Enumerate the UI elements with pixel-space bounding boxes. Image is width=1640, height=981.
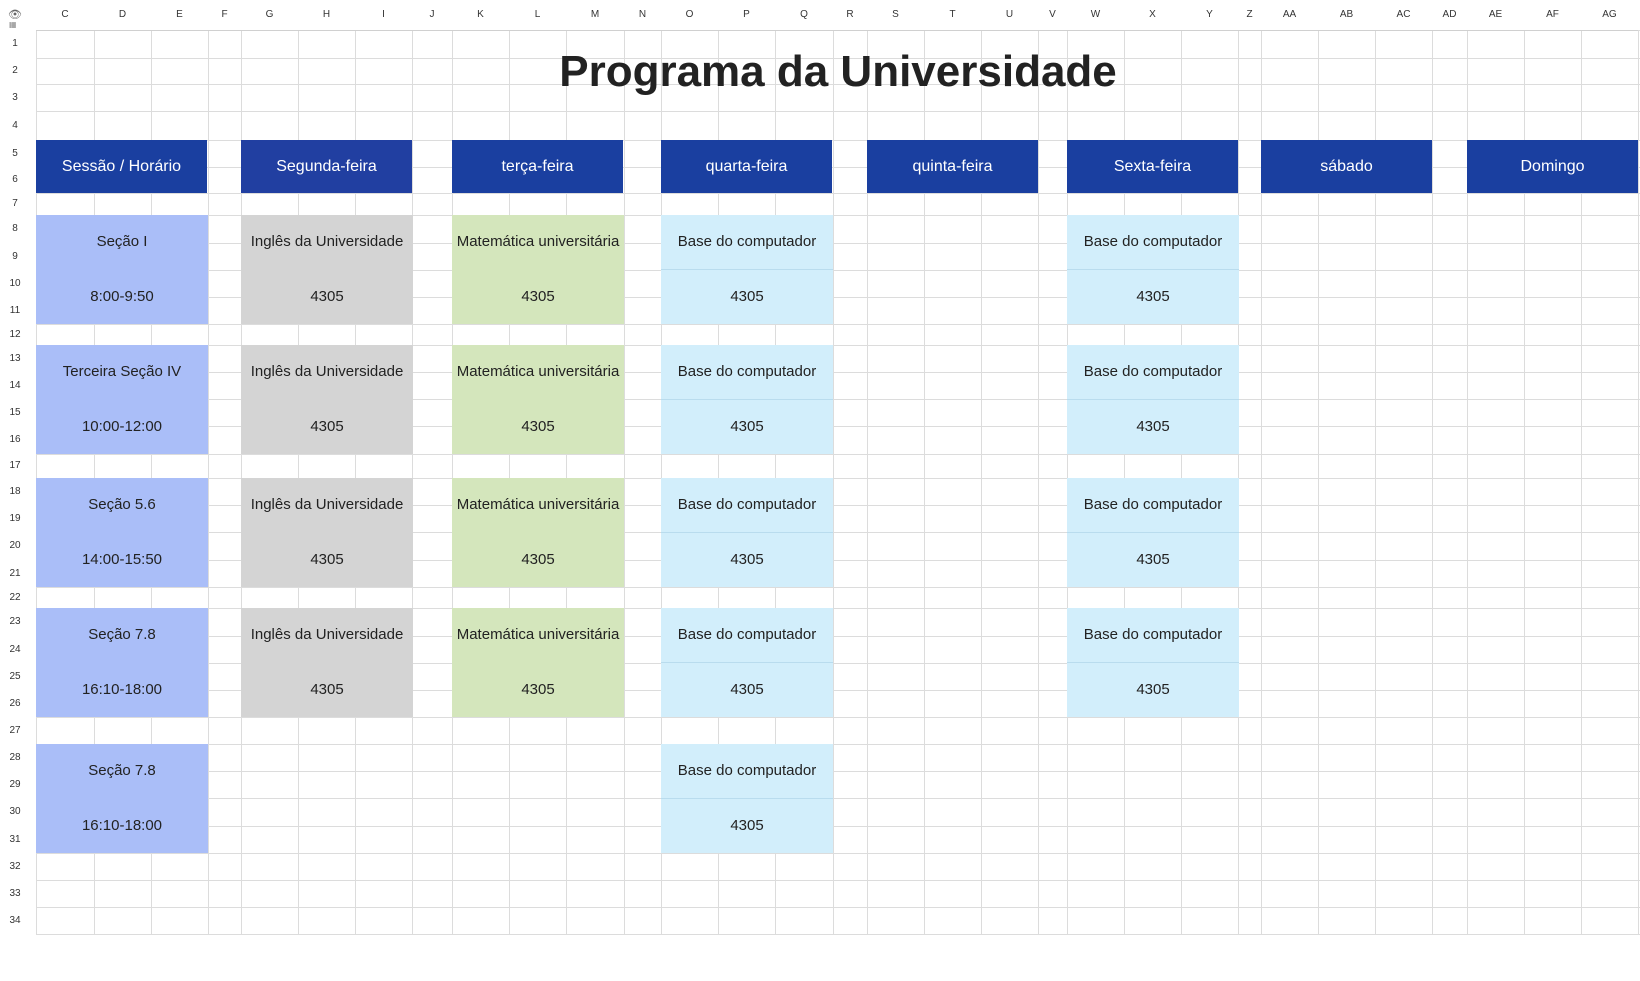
column-header[interactable]: D [94, 0, 151, 31]
row-header[interactable]: 4 [12, 120, 18, 131]
class-cell-tuesday[interactable] [452, 608, 624, 717]
room-number: 4305 [1136, 288, 1170, 305]
row-header[interactable]: 26 [9, 698, 21, 709]
room-number: 4305 [730, 551, 764, 568]
course-name: Inglês da Universidade [250, 233, 404, 250]
gridline-horizontal [36, 111, 1640, 112]
session-cell[interactable] [36, 215, 208, 324]
header-monday[interactable]: Segunda-feira [241, 140, 412, 193]
column-header[interactable]: Z [1238, 0, 1261, 31]
column-header[interactable]: T [924, 0, 981, 31]
row-header[interactable]: 25 [9, 671, 21, 682]
column-header[interactable]: E [151, 0, 208, 31]
room-number: 4305 [310, 681, 344, 698]
row-header[interactable]: 2 [12, 65, 18, 76]
class-cell-friday[interactable] [1067, 608, 1239, 717]
gridline-horizontal [36, 324, 1640, 325]
row-header[interactable]: 1 [12, 38, 18, 49]
class-cell-monday[interactable] [241, 608, 413, 717]
gridline-horizontal [36, 771, 1640, 772]
gridline-horizontal [36, 454, 1640, 455]
room-number: 4305 [310, 551, 344, 568]
class-cell-tuesday[interactable] [452, 478, 624, 587]
room-number: 4305 [730, 288, 764, 305]
room-number: 4305 [521, 288, 555, 305]
session-name: Seção 7.8 [88, 626, 156, 643]
gridline-horizontal [36, 880, 1640, 881]
column-header[interactable]: AF [1524, 0, 1581, 31]
class-cell-friday[interactable] [1067, 478, 1239, 587]
class-cell-wednesday[interactable] [661, 608, 833, 717]
row-header[interactable]: 5 [12, 148, 18, 159]
column-header[interactable]: I [355, 0, 412, 31]
course-name: Base do computador [1067, 345, 1239, 400]
row-header[interactable]: 7 [12, 198, 18, 209]
column-header[interactable]: M [566, 0, 624, 31]
column-header[interactable]: V [1038, 0, 1067, 31]
session-name: Seção I [96, 233, 148, 250]
room-number: 4305 [521, 418, 555, 435]
room-number: 4305 [730, 817, 764, 834]
class-cell-wednesday[interactable] [661, 744, 833, 853]
class-cell-wednesday[interactable] [661, 478, 833, 587]
column-header[interactable]: F [208, 0, 241, 31]
row-header[interactable]: 28 [9, 752, 21, 763]
room-number: 4305 [730, 681, 764, 698]
session-time: 16:10-18:00 [81, 817, 163, 834]
column-header[interactable]: P [718, 0, 775, 31]
session-time: 10:00-12:00 [81, 418, 163, 435]
course-name: Inglês da Universidade [250, 496, 404, 513]
column-header[interactable]: J [412, 0, 452, 31]
session-cell[interactable] [36, 345, 208, 454]
room-number: 4305 [521, 681, 555, 698]
room-number: 4305 [310, 418, 344, 435]
session-time: 14:00-15:50 [81, 551, 163, 568]
gridline-horizontal [36, 826, 1640, 827]
gridline-horizontal [36, 934, 1640, 935]
column-header[interactable]: AD [1432, 0, 1467, 31]
row-header[interactable]: 30 [9, 806, 21, 817]
gridline-horizontal [36, 587, 1640, 588]
column-header[interactable]: X [1124, 0, 1181, 31]
class-cell-monday[interactable] [241, 215, 413, 324]
row-header[interactable]: 14 [9, 380, 21, 391]
session-time: 8:00-9:50 [90, 288, 154, 305]
row-header[interactable]: 32 [9, 861, 21, 872]
header-friday[interactable]: Sexta-feira [1067, 140, 1238, 193]
column-header[interactable]: R [833, 0, 867, 31]
course-name: Base do computador [661, 345, 833, 400]
column-header[interactable]: AB [1318, 0, 1375, 31]
row-header[interactable]: 15 [9, 407, 21, 418]
room-number: 4305 [1136, 418, 1170, 435]
class-cell-tuesday[interactable] [452, 215, 624, 324]
column-header[interactable]: O [661, 0, 718, 31]
session-name: Terceira Seção IV [62, 363, 182, 380]
course-name: Inglês da Universidade [250, 626, 404, 643]
session-cell[interactable] [36, 744, 208, 853]
header-tuesday[interactable]: terça-feira [452, 140, 623, 193]
class-cell-monday[interactable] [241, 345, 413, 454]
column-header[interactable]: H [298, 0, 355, 31]
column-header[interactable]: Y [1181, 0, 1238, 31]
class-cell-tuesday[interactable] [452, 345, 624, 454]
class-cell-monday[interactable] [241, 478, 413, 587]
column-header[interactable]: N [624, 0, 661, 31]
column-header[interactable]: S [867, 0, 924, 31]
course-name: Base do computador [661, 478, 833, 533]
row-header[interactable]: 29 [9, 779, 21, 790]
row-header[interactable]: 23 [9, 616, 21, 627]
course-name: Base do computador [1067, 478, 1239, 533]
course-name: Base do computador [661, 608, 833, 663]
session-name: Seção 7.8 [88, 762, 156, 779]
class-cell-wednesday[interactable] [661, 345, 833, 454]
row-header[interactable]: 8 [12, 223, 18, 234]
header-saturday[interactable]: sábado [1261, 140, 1432, 193]
column-header[interactable]: G [241, 0, 298, 31]
row-header[interactable]: 33 [9, 888, 21, 899]
course-name: Matemática universitária [456, 233, 620, 250]
sheet-corner[interactable] [0, 0, 30, 30]
column-header[interactable]: C [36, 0, 94, 31]
row-header[interactable]: 18 [9, 486, 21, 497]
session-cell[interactable] [36, 608, 208, 717]
column-header[interactable]: AC [1375, 0, 1432, 31]
course-name: Base do computador [661, 215, 833, 270]
row-header[interactable]: 3 [12, 92, 18, 103]
row-header[interactable]: 21 [9, 568, 21, 579]
session-cell[interactable] [36, 478, 208, 587]
class-cell-friday[interactable] [1067, 215, 1239, 324]
gridline-horizontal [36, 907, 1640, 908]
course-name: Base do computador [661, 744, 833, 799]
room-number: 4305 [521, 551, 555, 568]
row-header[interactable]: 6 [12, 174, 18, 185]
gridline-horizontal [36, 717, 1640, 718]
room-number: 4305 [1136, 551, 1170, 568]
eye-icon[interactable]: 👁 [8, 9, 22, 21]
row-header[interactable]: 24 [9, 644, 21, 655]
column-header[interactable]: W [1067, 0, 1124, 31]
row-header[interactable]: 19 [9, 513, 21, 524]
header-sunday[interactable]: Domingo [1467, 140, 1638, 193]
row-header[interactable]: 31 [9, 834, 21, 845]
row-header[interactable]: 16 [9, 434, 21, 445]
header-session-time[interactable]: Sessão / Horário [36, 140, 207, 193]
course-name: Base do computador [1067, 215, 1239, 270]
session-time: 16:10-18:00 [81, 681, 163, 698]
gridline-horizontal [36, 798, 1640, 799]
gridline-horizontal [36, 853, 1640, 854]
course-name: Inglês da Universidade [250, 363, 404, 380]
room-number: 4305 [310, 288, 344, 305]
header-thursday[interactable]: quinta-feira [867, 140, 1038, 193]
column-header[interactable]: U [981, 0, 1038, 31]
class-cell-wednesday[interactable] [661, 215, 833, 324]
room-number: 4305 [1136, 681, 1170, 698]
class-cell-friday[interactable] [1067, 345, 1239, 454]
room-number: 4305 [730, 418, 764, 435]
session-name: Seção 5.6 [88, 496, 156, 513]
row-header[interactable]: 34 [9, 915, 21, 926]
column-header[interactable]: Q [775, 0, 833, 31]
course-name: Base do computador [1067, 608, 1239, 663]
header-wednesday[interactable]: quarta-feira [661, 140, 832, 193]
row-header[interactable]: 22 [9, 592, 21, 603]
course-name: Matemática universitária [456, 496, 620, 513]
page-title[interactable]: Programa da Universidade [559, 47, 1117, 96]
freeze-icon[interactable]: ▦ [9, 20, 17, 29]
course-name: Matemática universitária [456, 363, 620, 380]
row-header[interactable]: 10 [9, 278, 21, 289]
row-header[interactable]: 9 [12, 251, 18, 262]
row-header[interactable]: 12 [9, 329, 21, 340]
column-header[interactable]: AE [1467, 0, 1524, 31]
course-name: Matemática universitária [456, 626, 620, 643]
row-header[interactable]: 27 [9, 725, 21, 736]
column-header[interactable]: K [452, 0, 509, 31]
row-header[interactable]: 17 [9, 460, 21, 471]
row-header[interactable]: 13 [9, 353, 21, 364]
gridline-horizontal [36, 193, 1640, 194]
gridline-horizontal [36, 744, 1640, 745]
column-header[interactable]: L [509, 0, 566, 31]
row-header[interactable]: 11 [9, 305, 21, 316]
column-header[interactable]: AG [1581, 0, 1638, 31]
column-header[interactable]: AA [1261, 0, 1318, 31]
row-header[interactable]: 20 [9, 540, 21, 551]
